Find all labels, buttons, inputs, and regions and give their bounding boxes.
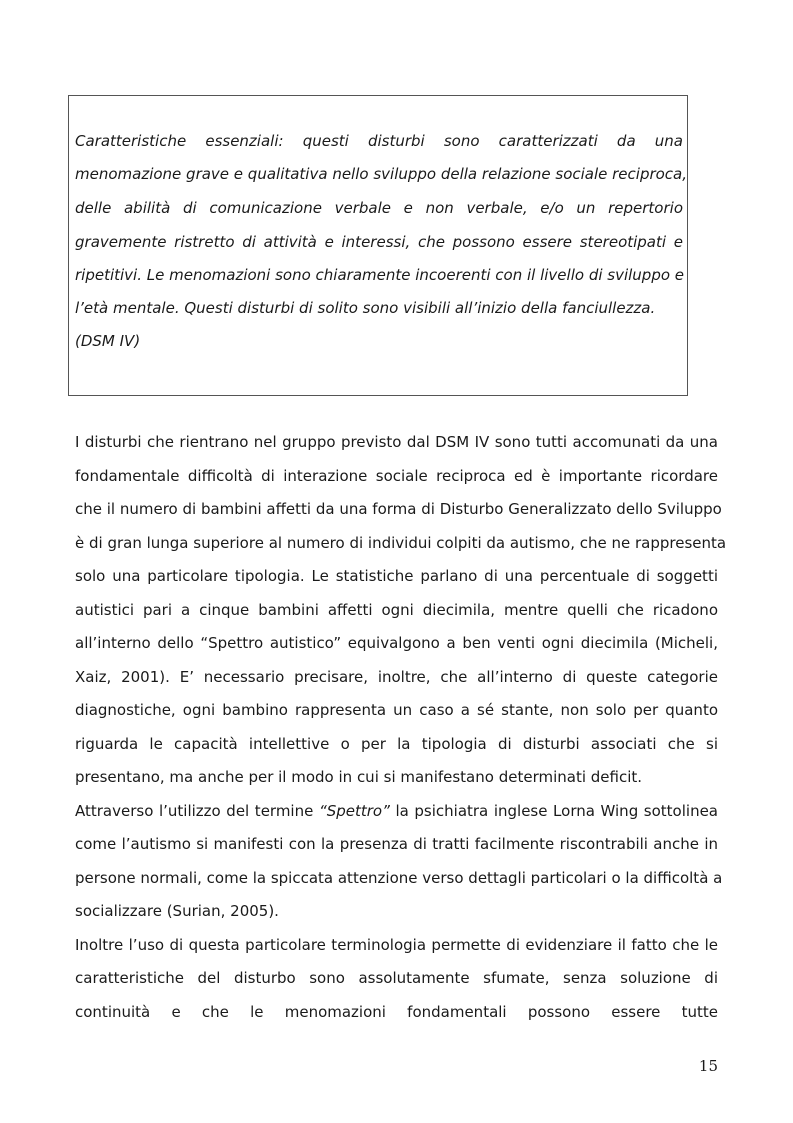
body-line-with-emphasis bbox=[75, 801, 718, 821]
body-text-segment: la psichiatra inglese Lorna Wing sottolinea bbox=[389, 802, 718, 820]
body-line: presentano, ma anche per il modo in cui si manifestano determinati deficit. bbox=[75, 768, 643, 786]
body-line: fondamentale difficoltà di interazione sociale reciproca ed è importante ricordare bbox=[75, 467, 718, 485]
body-line: I disturbi che rientrano nel gruppo previsto dal DSM IV sono tutti accomunati da una bbox=[75, 433, 718, 451]
body-line: diagnostiche, ogni bambino rappresenta un caso a sé stante, non solo per quanto bbox=[75, 701, 718, 719]
body-line: come l’autismo si manifesti con la presenza di tratti facilmente riscontrabili anche in bbox=[75, 835, 718, 853]
body-line: riguarda le capacità intellettive o per la tipologia di disturbi associati che si bbox=[75, 735, 718, 753]
body-line: persone normali, come la spiccata attenzione verso dettagli particolari o la difficoltà a bbox=[75, 869, 723, 887]
body-line: solo una particolare tipologia. Le statistiche parlano di una percentuale di soggetti bbox=[75, 567, 718, 585]
body-line: autistici pari a cinque bambini affetti ogni diecimila, mentre quelli che ricadono bbox=[75, 601, 718, 619]
quote-line: Caratteristiche essenziali: questi disturbi sono caratterizzati da una bbox=[75, 132, 683, 150]
quote-line: ripetitivi. Le menomazioni sono chiaramente incoerenti con il livello di sviluppo e bbox=[75, 266, 685, 284]
body-line: che il numero di bambini affetti da una forma di Disturbo Generalizzato dello Sviluppo bbox=[75, 500, 722, 518]
body-line: all’interno dello “Spettro autistico” equivalgono a ben venti ogni diecimila (Micheli, bbox=[75, 634, 718, 652]
body-line: è di gran lunga superiore al numero di individui colpiti da autismo, che ne rappresenta bbox=[75, 534, 727, 552]
quote-line: delle abilità di comunicazione verbale e non verbale, e/o un repertorio bbox=[75, 199, 683, 217]
body-line: Xaiz, 2001). E’ necessario precisare, inoltre, che all’interno di queste categorie bbox=[75, 668, 718, 686]
body-text-segment: Attraverso l’utilizzo del termine bbox=[75, 802, 319, 820]
emphasized-term: “Spettro” bbox=[318, 802, 390, 820]
body-line: continuità e che le menomazioni fondamentali possono essere tutte bbox=[75, 1003, 718, 1021]
body-line: caratteristiche del disturbo sono assolutamente sfumate, senza soluzione di bbox=[75, 969, 718, 987]
body-line: Inoltre l’uso di questa particolare terminologia permette di evidenziare il fatto che le bbox=[75, 936, 718, 954]
quote-line: menomazione grave e qualitativa nello sviluppo della relazione sociale reciproca, bbox=[75, 165, 688, 183]
quote-line: gravemente ristretto di attività e interessi, che possono essere stereotipati e bbox=[75, 233, 683, 251]
page-number: 15 bbox=[698, 1057, 718, 1075]
quote-line: l’età mentale. Questi disturbi di solito sono visibili all’inizio della fanciullezza. bbox=[75, 299, 656, 317]
quote-source: (DSM IV) bbox=[75, 332, 141, 350]
body-line: socializzare (Surian, 2005). bbox=[75, 902, 279, 920]
